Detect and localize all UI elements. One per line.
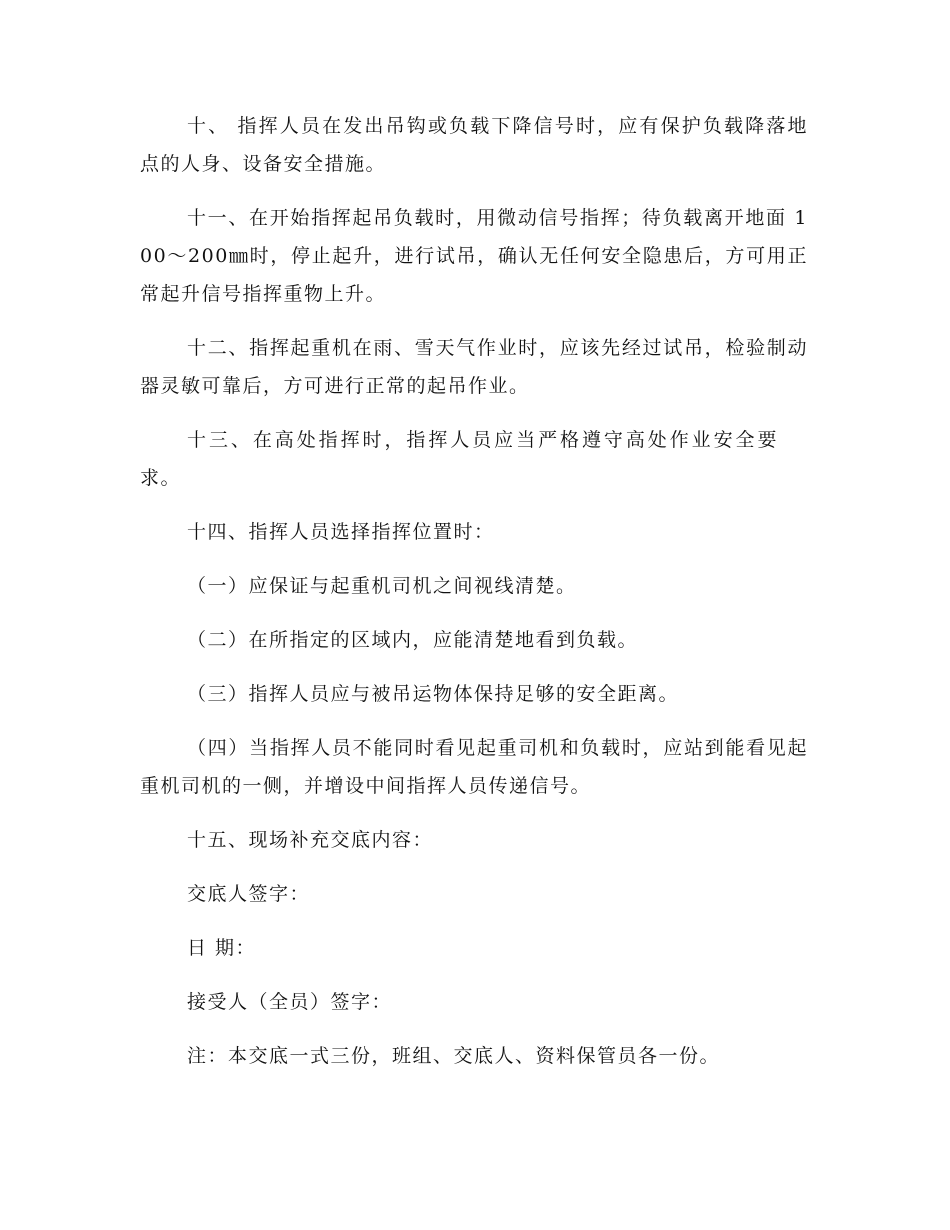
signature-discloser-line: 交底人签字： bbox=[187, 883, 311, 905]
document-note: 注：本交底一式三份，班组、交底人、资料保管员各一份。 bbox=[187, 1045, 721, 1067]
clause-14-item-3: （三）指挥人员应与被吊运物体保持足够的安全距离。 bbox=[187, 683, 680, 705]
clause-15: 十五、现场补充交底内容： bbox=[187, 829, 434, 851]
clause-10: 十、 指挥人员在发出吊钩或负载下降信号时，应有保护负载降落地点的人身、设备安全措施。 bbox=[140, 115, 808, 175]
clause-14-item-1: （一）应保证与起重机司机之间视线清楚。 bbox=[187, 575, 577, 597]
clause-14-item-4: （四）当指挥人员不能同时看见起重司机和负载时，应站到能看见起重机司机的一侧，并增设中间指挥人员传递信号。 bbox=[140, 737, 808, 797]
document-body bbox=[140, 107, 808, 1075]
clause-11: 十一、在开始指挥起吊负载时，用微动信号指挥；待负载离开地面 100～200㎜时，停止起升，进行试吊，确认无任何安全隐患后，方可用正常起升信号指挥重物上升。 bbox=[140, 207, 808, 305]
clause-14: 十四、指挥人员选择指挥位置时： bbox=[187, 521, 495, 543]
clause-12: 十二、指挥起重机在雨、雪天气作业时，应该先经过试吊，检验制动器灵敏可靠后，方可进行正常的起吊作业。 bbox=[140, 337, 808, 397]
date-line: 日 期： bbox=[187, 937, 257, 959]
clause-14-item-2: （二）在所指定的区域内，应能清楚地看到负载。 bbox=[187, 629, 639, 651]
clause-13: 十三、在高处指挥时，指挥人员应当严格遵守高处作业安全要求。 bbox=[140, 429, 778, 489]
signature-receivers-line: 接受人（全员）签字： bbox=[187, 991, 393, 1013]
